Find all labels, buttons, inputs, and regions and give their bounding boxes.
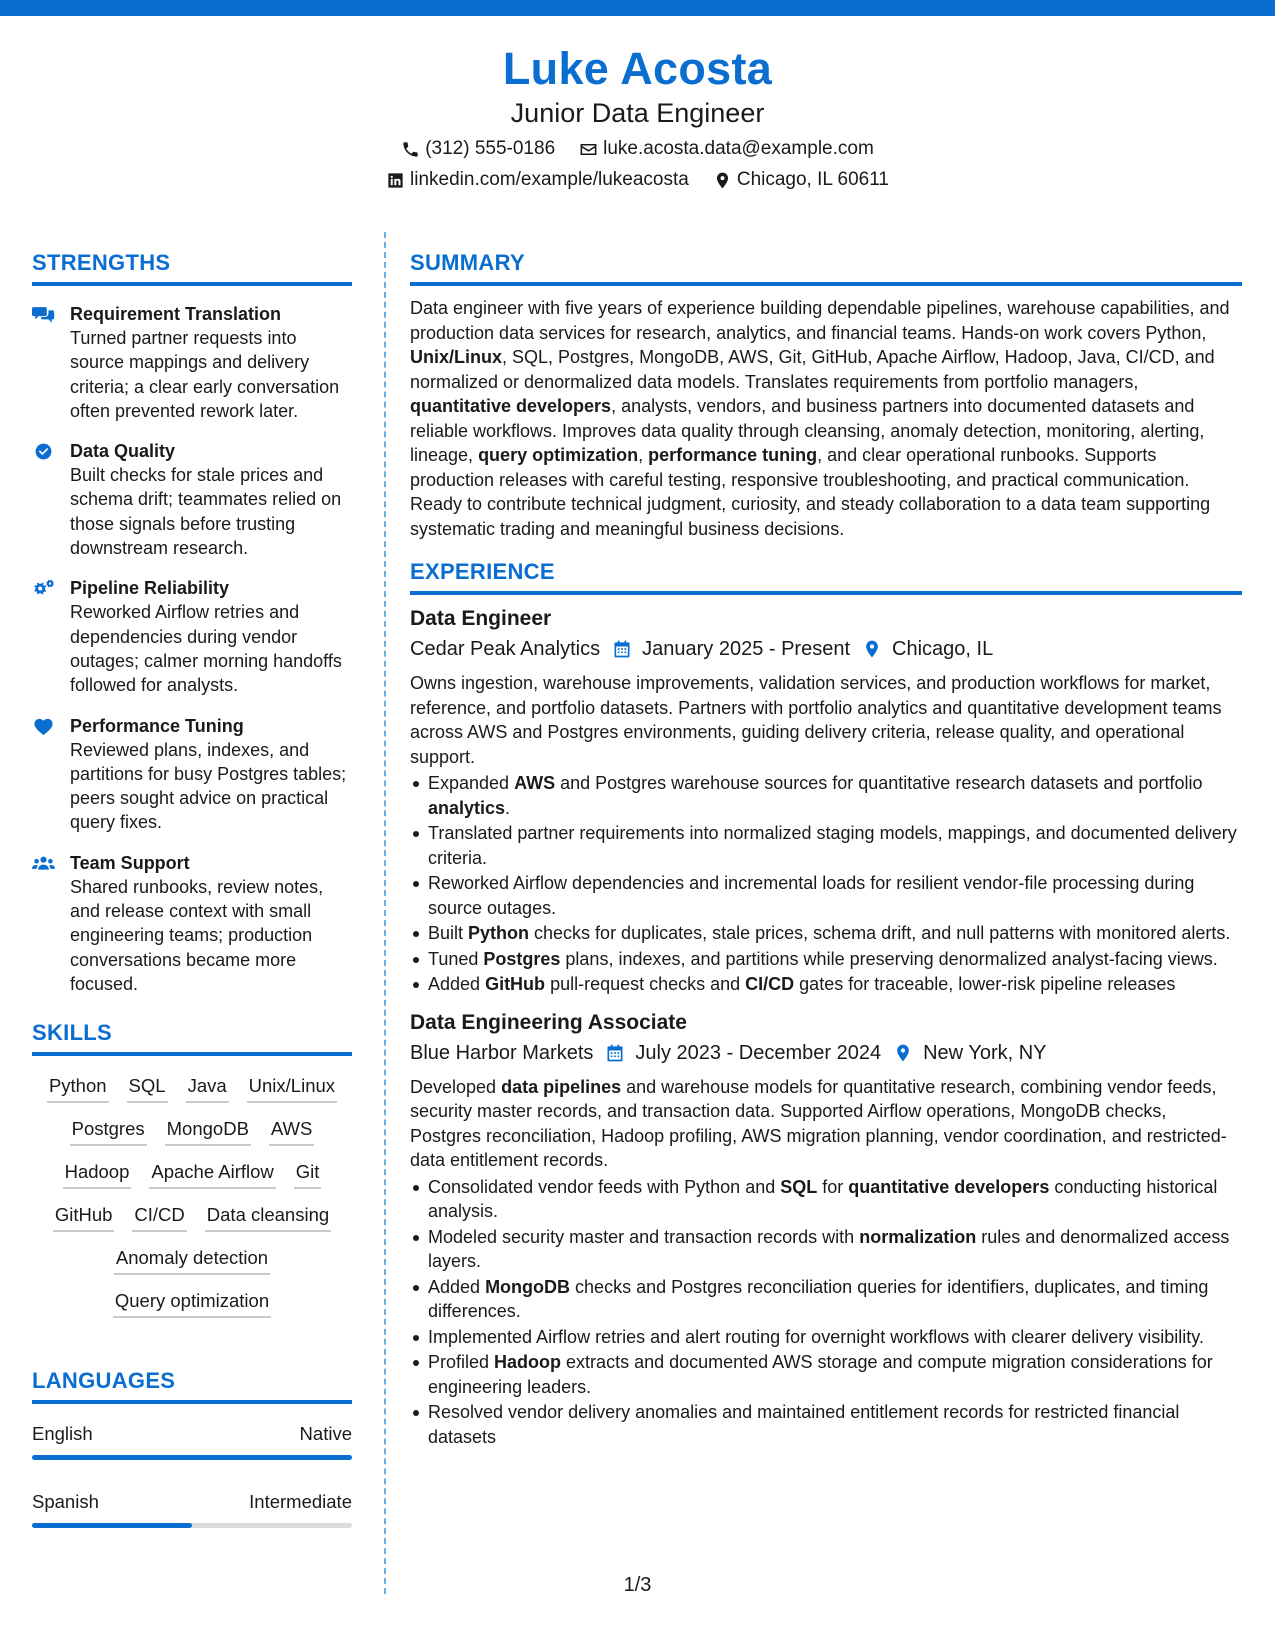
job-description [410, 671, 1242, 769]
bold-keyword: quantitative developers [848, 1176, 1050, 1197]
text-run: , and clear operational runbooks. Supports production releases with careful testing, responsive troubleshooting, and practical communication. Ready to contribute technical judgment, curiosity, and steady collaboration to a data team supporting systematic trading and meaningful business decisions. [410, 445, 1211, 539]
language-level: Intermediate [249, 1491, 352, 1513]
job-entry [410, 1009, 1242, 1450]
text-run: Translated partner requirements into normalized staging models, mappings, and documented delivery criteria. [428, 823, 1237, 868]
text-run: Built [428, 923, 469, 943]
skills-list [32, 1074, 352, 1318]
phone-icon [401, 140, 420, 159]
skill-chip: Unix/Linux [247, 1074, 337, 1103]
users-icon [32, 851, 70, 996]
text-run: rules and denormalized access layers. [428, 1226, 1230, 1271]
language-name: Spanish [32, 1491, 99, 1513]
contact-linkedin[interactable] [386, 167, 689, 193]
page-number: 1/3 [623, 1574, 652, 1596]
skill-chip: Query optimization [113, 1289, 271, 1318]
contact-phone [401, 136, 555, 162]
bold-keyword: GitHub [485, 974, 546, 994]
language-level-bar [32, 1455, 352, 1460]
strength-body [70, 302, 352, 423]
job-bullets [410, 771, 1242, 997]
location-text: Chicago, IL 60611 [736, 169, 889, 190]
bold-keyword: Postgres [483, 948, 561, 969]
skill-chip: Data cleansing [205, 1203, 331, 1232]
text-run: Added [428, 1276, 486, 1297]
bold-keyword: analytics [428, 797, 506, 818]
language-row [32, 1422, 352, 1446]
text-run: and warehouse models for quantitative research, combining vendor feeds, security master records, and transaction data. Supported Airflow operations, MongoDB checks, Postgres reconciliation, Hadoop profiling, AWS migration planning, vendor coordination, and restricted-data entitlement records. [410, 1076, 1227, 1170]
strength-desc: Reworked Airflow retries and dependencies during vendor outages; calmer morning handoffs followed for analysts. [70, 602, 342, 696]
strength-title: Requirement Translation [70, 304, 282, 324]
bold-keyword: performance tuning [648, 445, 818, 465]
text-run: Consolidated vendor feeds with Python and [428, 1176, 781, 1197]
language-item [32, 1490, 352, 1528]
job-company: Blue Harbor Markets [410, 1041, 594, 1064]
strength-desc: Shared runbooks, review notes, and release context with small engineering teams; production conversations became more focused. [70, 876, 324, 994]
bold-keyword: AWS [514, 773, 556, 793]
skill-chip: Java [186, 1074, 229, 1103]
job-entry [410, 605, 1242, 997]
email-text[interactable]: luke.acosta.data@example.com [603, 138, 874, 159]
strength-item [32, 851, 352, 996]
job-bullets [410, 1175, 1242, 1450]
bullet-item [410, 1325, 1242, 1350]
top-accent-bar [0, 0, 1275, 16]
languages-heading: LANGUAGES [32, 1366, 352, 1404]
bold-keyword: Python [468, 923, 530, 943]
job-meta [410, 635, 1242, 663]
strength-title: Data Quality [70, 441, 176, 462]
bold-keyword: normalization [859, 1226, 977, 1247]
text-run: checks for duplicates, stale prices, schema drift, and null patterns with monitored alerts. [529, 923, 1231, 943]
strength-desc: Built checks for stale prices and schema drift; teammates relied on those signals before trusting downstream research. [70, 465, 342, 559]
bold-keyword: SQL [780, 1176, 818, 1197]
job-dates [605, 1039, 881, 1067]
linkedin-text[interactable]: linkedin.com/example/lukeacosta [410, 169, 689, 190]
skill-chip: Python [47, 1074, 109, 1103]
strength-body [70, 851, 352, 996]
contact-row-1 [0, 136, 1275, 162]
text-run: . [505, 797, 511, 818]
bullet-item [410, 821, 1242, 870]
bold-keyword: query optimization [478, 445, 639, 465]
bold-keyword: CI/CD [745, 974, 795, 994]
text-run: Added [428, 974, 486, 994]
contact-row-2 [0, 167, 1275, 193]
languages-list [32, 1422, 352, 1528]
text-run: Data engineer with five years of experience building dependable pipelines, warehouse capabilities, and production data services for research, analytics, and financial teams. Hands-on work covers Python, [410, 298, 1230, 343]
strength-desc: Turned partner requests into source mappings and delivery criteria; a clear early conversation often prevented rework later. [70, 328, 340, 421]
job-dates [612, 635, 850, 663]
strength-desc: Reviewed plans, indexes, and partitions for busy Postgres tables; peers sought advice on practical query fixes. [70, 739, 347, 833]
map-pin-icon [862, 639, 882, 659]
job-company: Cedar Peak Analytics [410, 638, 601, 660]
bullet-item [410, 1350, 1242, 1399]
comments-icon [32, 302, 70, 423]
job-description [410, 1075, 1242, 1173]
skill-chip: Hadoop [63, 1160, 132, 1189]
calendar-icon [612, 639, 632, 659]
skill-chip: Postgres [70, 1117, 147, 1146]
job-role: Data Engineer [410, 607, 552, 630]
bullet-item [410, 1275, 1242, 1324]
bullet-item [410, 1175, 1242, 1224]
text-run: extracts and documented AWS storage and compute migration considerations for engineering leaders. [428, 1352, 1213, 1397]
experience-heading: EXPERIENCE [410, 557, 1242, 595]
gears-icon [32, 576, 70, 697]
text-run: Developed [410, 1076, 502, 1097]
candidate-title: Junior Data Engineer [510, 98, 765, 128]
skill-chip: Anomaly detection [114, 1246, 270, 1275]
calendar-icon [605, 1043, 625, 1063]
language-level-fill [32, 1455, 352, 1460]
bullet-item [410, 771, 1242, 820]
skill-chip: Apache Airflow [149, 1160, 275, 1189]
strength-item [32, 714, 352, 835]
strength-item [32, 576, 352, 697]
strength-body [70, 714, 352, 835]
text-run: pull-request checks and [545, 974, 746, 994]
language-level-bar [32, 1523, 352, 1528]
bold-keyword: Hadoop [494, 1352, 562, 1372]
job-location [862, 635, 993, 663]
text-run: , SQL, Postgres, MongoDB, AWS, Git, GitHub, Apache Airflow, Hadoop, Java, CI/CD, and normalized or denormalized data models. Translates requirements from portfolio managers, [410, 347, 1215, 392]
strength-body [70, 576, 352, 697]
bullet-item [410, 947, 1242, 972]
language-level-fill [32, 1523, 192, 1528]
text-run: for [817, 1176, 849, 1197]
job-location-text: New York, NY [923, 1041, 1047, 1064]
map-pin-icon [713, 171, 732, 190]
contact-email[interactable] [579, 136, 874, 162]
map-pin-icon [893, 1043, 913, 1063]
skill-chip: CI/CD [132, 1203, 186, 1232]
strength-item [32, 439, 352, 560]
job-meta [410, 1039, 1242, 1067]
right-column [410, 248, 1242, 1449]
bullet-item [410, 1400, 1242, 1449]
strengths-list [32, 302, 352, 996]
job-dates-text: July 2023 - December 2024 [635, 1041, 882, 1064]
bullet-item [410, 972, 1242, 997]
strength-item [32, 302, 352, 423]
phone-text: (312) 555-0186 [425, 138, 556, 159]
job-location-text: Chicago, IL [892, 638, 994, 660]
skill-chip: GitHub [53, 1203, 115, 1232]
summary-heading: SUMMARY [410, 248, 1242, 286]
bold-keyword: quantitative developers [410, 396, 612, 416]
text-run: plans, indexes, and partitions while preserving denormalized analyst-facing views. [560, 948, 1218, 969]
text-run: Profiled [428, 1352, 495, 1372]
linkedin-icon [386, 171, 405, 190]
language-level: Native [299, 1423, 352, 1445]
check-circle-icon [32, 439, 70, 560]
text-run: , [638, 445, 649, 465]
job-location [893, 1039, 1046, 1067]
strengths-heading: STRENGTHS [32, 248, 352, 286]
bullet-item [410, 871, 1242, 920]
bullet-item [410, 1225, 1242, 1274]
bold-keyword: Unix/Linux [410, 347, 503, 367]
strength-title: Pipeline Reliability [70, 578, 230, 599]
text-run: Implemented Airflow retries and alert routing for overnight workflows with clearer delivery visibility. [428, 1326, 1204, 1347]
job-role: Data Engineering Associate [410, 1010, 687, 1034]
text-run: Reworked Airflow dependencies and incremental loads for resilient vendor-file processing during source outages. [428, 873, 1195, 918]
text-run: , analysts, vendors, and business partners into documented datasets and reliable workflows. Improves data quality through cleansing, anomaly detection, monitoring, alerting, lineage, [410, 396, 1205, 465]
skills-heading: SKILLS [32, 1018, 352, 1056]
text-run: Owns ingestion, warehouse improvements, validation services, and production workflows for market, reference, and portfolio datasets. Partners with portfolio analytics and quantitative development teams across AWS and Postgres environments, guiding delivery criteria, release quality, and operational support. [410, 673, 1222, 767]
bullet-item [410, 921, 1242, 946]
bold-keyword: data pipelines [501, 1076, 622, 1097]
strength-title: Performance Tuning [70, 715, 244, 736]
language-row [32, 1490, 352, 1514]
skill-chip: MongoDB [165, 1117, 251, 1146]
language-name: English [32, 1423, 93, 1445]
language-item [32, 1422, 352, 1460]
skill-chip: SQL [127, 1074, 168, 1103]
text-run: Resolved vendor delivery anomalies and maintained entitlement records for restricted financial datasets [428, 1402, 1180, 1447]
text-run: Expanded [428, 773, 515, 793]
text-run: Tuned [428, 948, 484, 969]
skill-chip: Git [294, 1160, 322, 1189]
left-column [32, 248, 352, 1528]
bold-keyword: MongoDB [485, 1276, 571, 1297]
summary-text [410, 296, 1242, 541]
contact-location [713, 167, 889, 193]
envelope-icon [579, 140, 598, 159]
candidate-name: Luke Acosta [502, 43, 773, 94]
text-run: conducting historical analysis. [428, 1176, 1218, 1221]
strength-body [70, 439, 352, 560]
text-run: Modeled security master and transaction records with [428, 1226, 860, 1247]
skill-chip: AWS [269, 1117, 314, 1146]
heart-icon [32, 714, 70, 835]
text-run: and Postgres warehouse sources for quantitative research datasets and portfolio [555, 773, 1203, 793]
resume-header [0, 40, 1275, 193]
experience-list [410, 605, 1242, 1449]
text-run: gates for traceable, lower-risk pipeline releases [794, 974, 1176, 994]
column-divider [384, 232, 386, 1594]
job-dates-text: January 2025 - Present [642, 638, 851, 660]
text-run: checks and Postgres reconciliation queries for identifiers, duplicates, and timing differences. [428, 1276, 1209, 1321]
strength-title: Team Support [70, 852, 190, 873]
